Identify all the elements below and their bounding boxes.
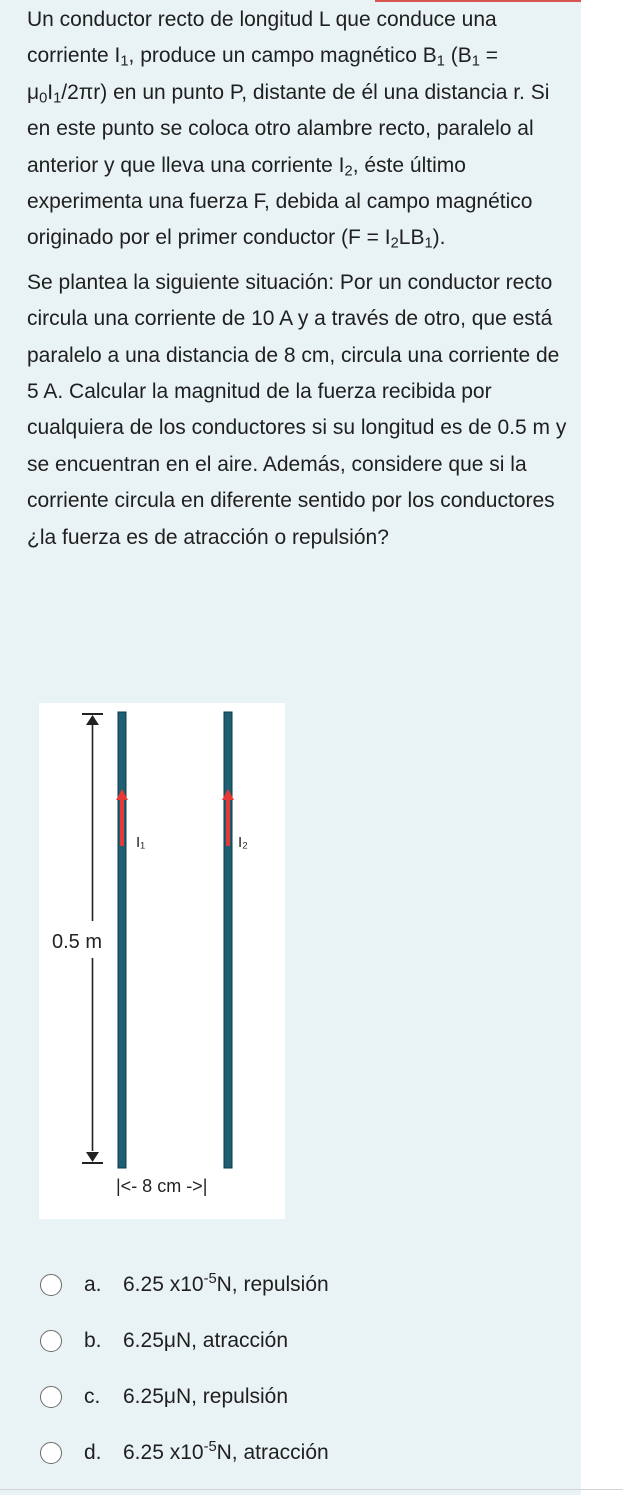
option-a-letter: a.: [84, 1273, 102, 1296]
wire-1: [118, 712, 126, 1168]
option-b[interactable]: [38, 1321, 558, 1361]
current-2-label: I₂: [238, 834, 248, 851]
option-a-text: 6.25 $x10^{-5}N$, repulsión: [123, 1270, 329, 1296]
distance-label: |<- 8 cm ->|: [116, 1176, 208, 1196]
option-d-radio[interactable]: [40, 1442, 62, 1464]
question-paragraph-2: Se plantea la siguiente situación: Por un conductor recto circula una corriente de 10 A y a través de otro, que está paralelo a una distancia de 8 cm, circula una corriente de 5 A. Calcular la magnitud de la fuerza recibida por cualquiera de los conductores si su longitud es de 0.5 m y se encuentran en el aire. Además, considere que si la corriente circula en diferente sentido por los conductores ¿la fuerza es de atracción o repulsión?: [27, 270, 567, 549]
wire-2: [224, 712, 232, 1168]
wires-diagram: [39, 703, 285, 1219]
option-b-text: 6.25μN, atracción: [123, 1329, 289, 1352]
option-c-radio[interactable]: [40, 1386, 62, 1408]
option-a-radio[interactable]: [40, 1274, 62, 1296]
bottom-divider: [0, 1489, 623, 1490]
length-label: 0.5 m: [52, 931, 103, 953]
option-a[interactable]: [38, 1265, 558, 1305]
question-paragraph-1: Un conductor recto de longitud L que conduce una corriente $I_1$, produce un campo magnético $B_1$ $(B_1 = \mu_0I_1/2\pi r)$ en un punto P, distante de él una distancia r. Si en este punto se coloca otro alambre recto, paralelo al anterior y que lleva una corriente $I_2$, éste último experimenta una fuerza F, debida al campo magnético originado por el primer conductor $(F = I_2LB_1)$.: [27, 8, 550, 253]
option-c-text: 6.25μN, repulsión: [123, 1385, 289, 1408]
option-c[interactable]: [38, 1377, 558, 1417]
option-c-letter: c.: [84, 1385, 101, 1408]
option-b-letter: b.: [84, 1329, 102, 1352]
current-1-label: I₁: [136, 834, 146, 851]
option-d-text: 6.25 $x10^{-5}N$, atracción: [123, 1438, 329, 1464]
option-b-radio[interactable]: [40, 1330, 62, 1352]
option-d[interactable]: [38, 1433, 558, 1473]
wires-figure: [39, 703, 285, 1219]
question-text: [27, 2, 572, 556]
option-d-letter: d.: [84, 1441, 102, 1464]
